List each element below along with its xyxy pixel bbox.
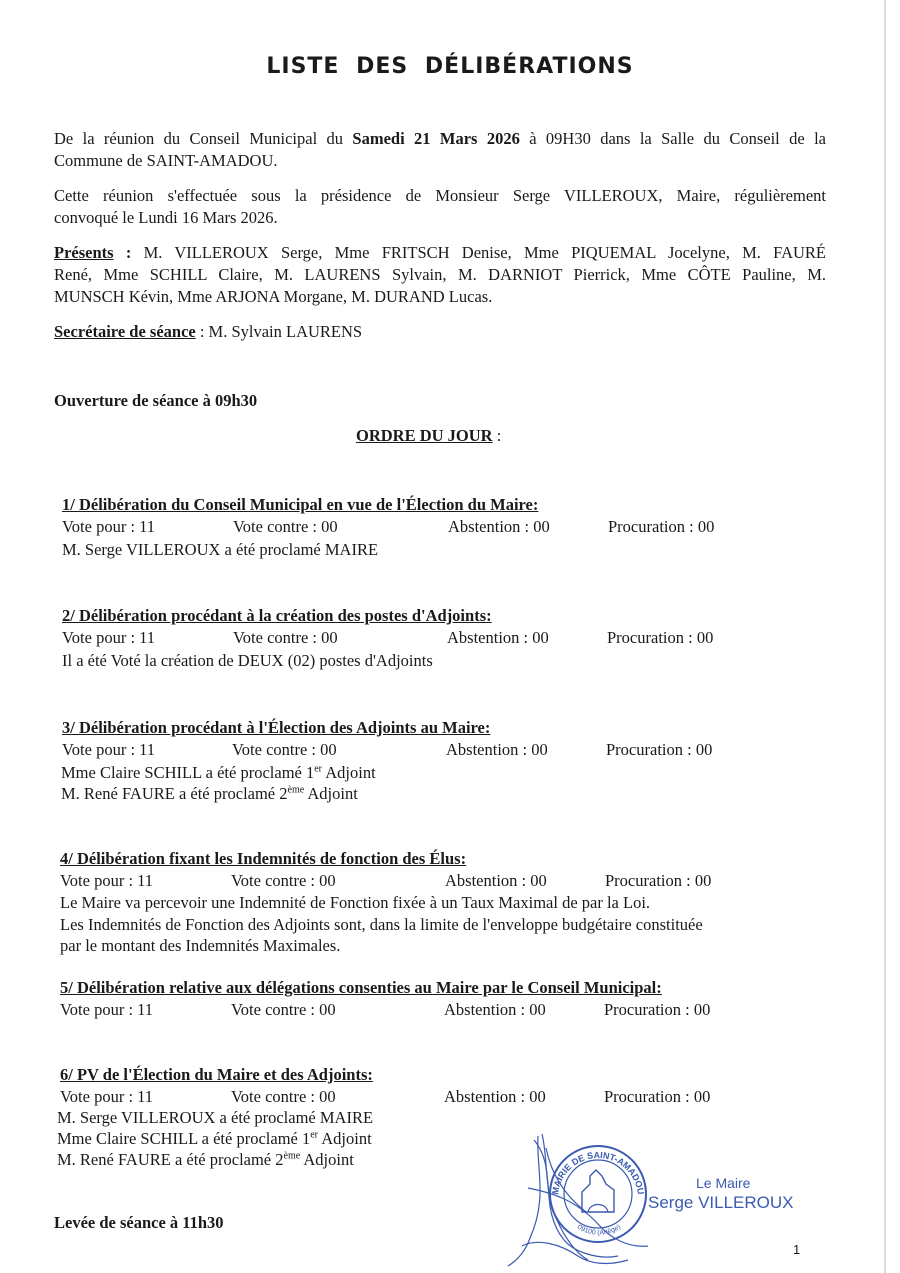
vote-contre: Vote contre : 00	[231, 1087, 336, 1106]
vote-pour: Vote pour : 11	[60, 871, 154, 890]
page-number: 1	[793, 1242, 801, 1257]
result-line	[61, 763, 376, 783]
signature-scribble	[508, 1134, 648, 1266]
procuration: Procuration : 00	[604, 1087, 711, 1106]
ouverture-seance: Ouverture de séance à 09h30	[54, 391, 258, 410]
result-line: Il a été Voté la création de DEUX (02) postes d'Adjoints	[62, 651, 433, 670]
item-4-heading: 4/ Délibération fixant les Indemnités de fonction des Élus:	[60, 849, 467, 868]
presidence-text: Cette réunion s'effectuée sous la présidence de Monsieur Serge VILLEROUX, Maire, régulièrement	[54, 186, 826, 205]
procuration: Procuration : 00	[608, 517, 715, 536]
result-text: Adjoint	[318, 1129, 372, 1148]
item-6-heading: 6/ PV de l'Élection du Maire et des Adjoints:	[60, 1065, 373, 1084]
item-2-heading: 2/ Délibération procédant à la création des postes d'Adjoints:	[62, 606, 492, 625]
result-text: Adjoint	[304, 784, 358, 803]
secretaire-label: Secrétaire de séance	[54, 322, 196, 341]
secretaire-block	[54, 321, 826, 343]
ordinal-sup: ème	[287, 784, 305, 796]
secretaire-value: : M. Sylvain LAURENS	[195, 322, 363, 341]
vote-contre: Vote contre : 00	[231, 871, 336, 890]
scan-edge	[884, 0, 886, 1273]
ordinal-sup: ème	[283, 1150, 301, 1162]
intro-text: De la réunion du Conseil Municipal du	[54, 129, 353, 148]
result-text: Adjoint	[300, 1150, 354, 1169]
municipal-stamp	[550, 1146, 646, 1242]
convocation-text: convoqué le Lundi 16 Mars 2026.	[54, 208, 278, 227]
result-line: par le montant des Indemnités Maximales.	[60, 936, 341, 955]
presents-label: Présents	[54, 243, 114, 262]
procuration: Procuration : 00	[604, 1000, 711, 1019]
presents-colon: :	[113, 243, 144, 262]
meeting-date: Samedi 21 Mars 2026	[352, 129, 520, 148]
ordinal-sup: er	[314, 763, 323, 775]
procuration: Procuration : 00	[607, 628, 714, 647]
result-text: Mme Claire SCHILL a été proclamé 1	[61, 763, 315, 782]
signature-role: Le Maire	[696, 1175, 751, 1191]
result-line: M. Serge VILLEROUX a été proclamé MAIRE	[62, 540, 379, 559]
result-text: Mme Claire SCHILL a été proclamé 1	[57, 1129, 311, 1148]
stamp-top-text: MAIRIE DE SAINT-AMADOU	[550, 1149, 646, 1196]
presents-list: MUNSCH Kévin, Mme ARJONA Morgane, M. DURAND Lucas.	[54, 287, 493, 306]
vote-contre: Vote contre : 00	[231, 1000, 336, 1019]
result-line: Les Indemnités de Fonction des Adjoints sont, dans la limite de l'enveloppe budgétaire constituée	[60, 915, 703, 934]
result-text: Adjoint	[322, 763, 376, 782]
item-3-heading: 3/ Délibération procédant à l'Élection des Adjoints au Maire:	[62, 718, 491, 737]
procuration: Procuration : 00	[606, 740, 713, 759]
result-text: M. René FAURE a été proclamé 2	[61, 784, 288, 803]
result-line: Le Maire va percevoir une Indemnité de Fonction fixée à un Taux Maximal de par la Loi.	[60, 893, 651, 912]
vote-contre: Vote contre : 00	[232, 740, 337, 759]
result-line	[57, 1150, 354, 1170]
ordinal-sup: er	[310, 1129, 319, 1141]
intro-paragraph-1	[54, 128, 826, 172]
ordre-label: ORDRE DU JOUR	[356, 426, 493, 445]
item-1-heading: 1/ Délibération du Conseil Municipal en vue de l'Élection du Maire:	[62, 495, 539, 514]
vote-contre: Vote contre : 00	[233, 628, 338, 647]
abstention: Abstention : 00	[444, 1000, 546, 1019]
ordre-du-jour	[356, 426, 501, 446]
levee-seance: Levée de séance à 11h30	[54, 1213, 224, 1232]
result-line	[57, 1129, 372, 1149]
vote-pour: Vote pour : 11	[62, 740, 156, 759]
abstention: Abstention : 00	[444, 1087, 546, 1106]
ordre-colon: :	[492, 426, 502, 445]
result-text: M. René FAURE a été proclamé 2	[57, 1150, 284, 1169]
vote-pour: Vote pour : 11	[60, 1000, 154, 1019]
signature-name: Serge VILLEROUX	[648, 1193, 794, 1212]
stamp-bottom-text: 09100 (Ariège)	[575, 1223, 623, 1237]
vote-pour: Vote pour : 11	[60, 1087, 154, 1106]
vote-contre: Vote contre : 00	[233, 517, 338, 536]
vote-pour: Vote pour : 11	[62, 517, 156, 536]
presents-list: M. VILLEROUX Serge, Mme FRITSCH Denise, Mme PIQUEMAL Jocelyne, M. FAURÉ	[143, 243, 826, 262]
abstention: Abstention : 00	[445, 871, 547, 890]
result-line: M. Serge VILLEROUX a été proclamé MAIRE	[57, 1108, 374, 1127]
item-5-heading: 5/ Délibération relative aux délégations consenties au Maire par le Conseil Municipal:	[60, 978, 662, 997]
abstention: Abstention : 00	[446, 740, 548, 759]
result-line	[61, 784, 358, 804]
presents-list: René, Mme SCHILL Claire, M. LAURENS Sylvain, M. DARNIOT Pierrick, Mme CÔTE Pauline, M.	[54, 265, 826, 284]
page-title: LISTE DES DÉLIBÉRATIONS	[266, 54, 634, 79]
intro-paragraph-2	[54, 185, 826, 229]
intro-commune: Commune de SAINT-AMADOU.	[54, 151, 278, 170]
intro-text: à 09H30 dans la Salle du Conseil de la	[519, 129, 826, 148]
vote-pour: Vote pour : 11	[62, 628, 156, 647]
abstention: Abstention : 00	[447, 628, 549, 647]
abstention: Abstention : 00	[448, 517, 550, 536]
presents-block	[54, 242, 826, 308]
procuration: Procuration : 00	[605, 871, 712, 890]
